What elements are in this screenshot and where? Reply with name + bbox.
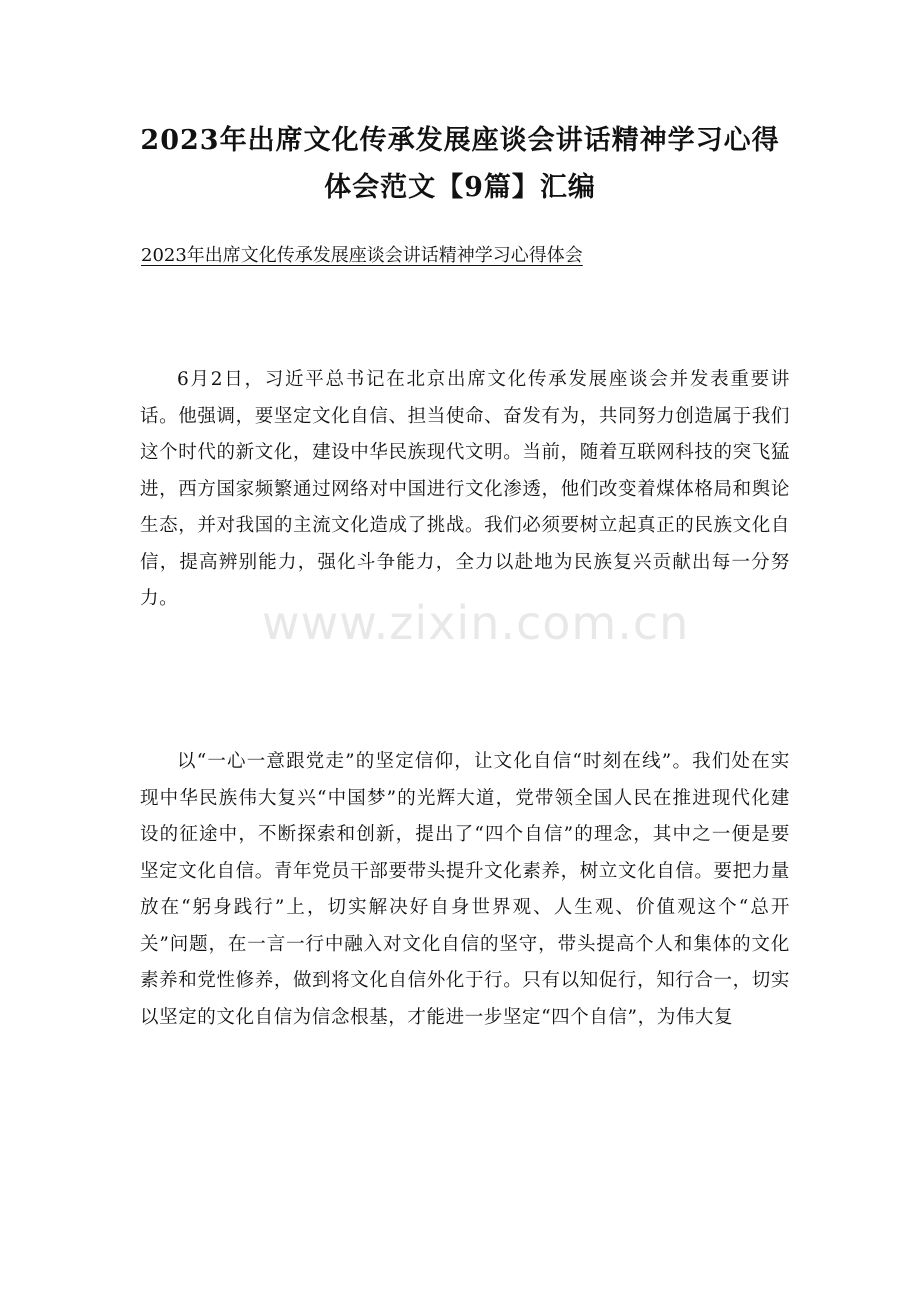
document-title-line-1: 2023年出席文化传承发展座谈会讲话精神学习心得	[140, 125, 780, 156]
section-heading: 2023年出席文化传承发展座谈会讲话精神学习心得体会	[141, 245, 583, 266]
watermark: www.zixin.com.cn	[262, 596, 690, 650]
paragraph-2: 以“一心一意跟党走”的坚定信仰，让文化自信“时刻在线”。我们处在实现中华民族伟大复兴“中国梦”的光辉大道，党带领全国人民在推进现代化建设的征途中，不断探索和创新，提出了“四个自信”的理念，其中之一便是要坚定文化自信。青年党员干部要带头提升文化素养，树立文化自信。要把力量放在“躬身践行”上，切实解决好自身世界观、人生观、价值观这个“总开关”问题，在一言一行中融入对文化自信的坚守，带头提高个人和集体的文化素养和党性修养，做到将文化自信外化于行。只有以知促行，知行合一，切实以坚定的文化自信为信念根基，才能进一步坚定“四个自信”，为伟大复	[140, 751, 790, 1028]
paragraph-1: 6月2日，习近平总书记在北京出席文化传承发展座谈会并发表重要讲话。他强调，要坚定文化自信、担当使命、奋发有为，共同努力创造属于我们这个时代的新文化，建设中华民族现代文明。当前，随着互联网科技的突飞猛进，西方国家频繁通过网络对中国进行文化渗透，他们改变着煤体格局和舆论生态，并对我国的主流文化造成了挑战。我们必须要树立起真正的民族文化自信，提高辨别能力，强化斗争能力，全力以赴地为民族复兴贡献出每一分努力。	[140, 369, 790, 609]
document-title-line-2: 体会范文【9篇】汇编	[324, 172, 596, 203]
